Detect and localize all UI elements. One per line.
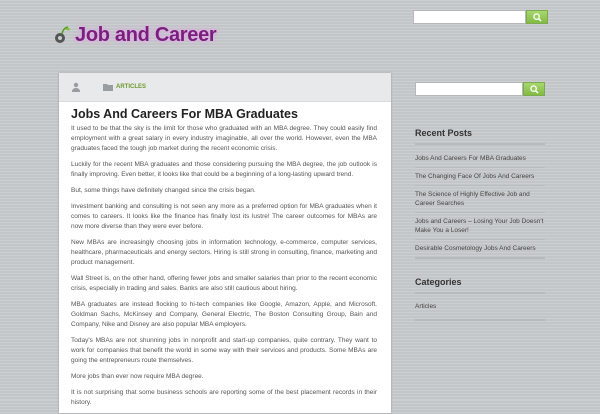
search-icon <box>530 85 539 94</box>
post-paragraph: It used to be that the sky is the limit for those who graduated with an MBA degree. They could easily find employment with a great salary in every industry imaginable, all over the world. However, even the MBA graduates faced the tough job market during the recent economic crisis. <box>71 125 377 152</box>
post-paragraph: Today's MBAs are not shunning jobs in nonprofit and start-up companies, quite contrary. They want to work for companies that benefit the world in some way with their services and products. Some MBAs are going the entrepreneurs route themselves. <box>71 337 377 364</box>
category-link[interactable]: Articles <box>415 303 437 310</box>
header-search <box>413 10 548 24</box>
header-search-input[interactable] <box>413 10 526 24</box>
site-title: Job and Career <box>75 23 217 46</box>
categories-list <box>415 298 545 315</box>
recent-post-link[interactable]: The Changing Face Of Jobs And Careers <box>415 168 545 186</box>
site-logo[interactable] <box>53 22 216 48</box>
recent-post-link[interactable]: Desirable Cosmetology Jobs And Careers <box>415 245 536 252</box>
post-article <box>59 73 391 413</box>
author-icon <box>71 82 81 92</box>
header-search-button[interactable] <box>526 10 548 24</box>
divider <box>415 257 545 259</box>
recent-post-link[interactable]: Jobs And Careers For MBA Graduates <box>415 150 545 168</box>
search-icon <box>533 13 542 22</box>
recent-post-link[interactable]: The Science of Highly Effective Job and Career Searches <box>415 186 545 213</box>
post-meta-bar <box>59 73 391 102</box>
categories-heading: Categories <box>415 277 462 287</box>
post-paragraph: It is not surprising that some business schools are reporting some of the best placement records in their history. <box>71 389 377 406</box>
sidebar-search <box>415 82 545 96</box>
post-paragraph: Luckily for the recent MBA graduates and those considering pursuing the MBA degree, the job outlook is finally improving. Even better, it looks like that could be a beginning of a long-lasting upward trend. <box>71 161 377 178</box>
post-paragraph: MBA graduates are instead flocking to hi-tech companies like Google, Amazon, Apple, and Microsoft. Goldman Sachs, McKinsey and Company, General Electric, The Boston Consulting Group, Bain and Company, Nike and Disney are also popular MBA employers. <box>71 301 377 328</box>
post-title[interactable]: Jobs And Careers For MBA Graduates <box>71 107 298 121</box>
sidebar-search-button[interactable] <box>523 82 545 96</box>
post-content <box>71 124 377 414</box>
post-paragraph: More jobs than ever now require MBA degree. <box>71 373 204 380</box>
logo-sprout-icon <box>53 25 71 45</box>
post-paragraph: Wall Street is, on the other hand, offering fewer jobs and smaller salaries than prior to the recent economic crisis, especially in trading and sales. Banks are also still cautious about hiring. <box>71 275 377 292</box>
post-paragraph: New MBAs are increasingly choosing jobs in information technology, e-commerce, computer services, healthcare, pharmaceuticals and energy sectors. Hiring is still strong in consulting, finance, marketing and product management. <box>71 239 377 266</box>
recent-posts-list <box>415 150 545 257</box>
sidebar-search-input[interactable] <box>415 82 523 96</box>
post-paragraph: Investment banking and consulting is not seen any more as a preferred option for MBA graduates when it comes to careers. It looks like the finance has finally lost its lustre! The career outcomes for MBAs are now more diverse than they were ever before. <box>71 203 377 230</box>
post-paragraph: But, some things have definitely changed since the crisis began. <box>71 187 256 194</box>
post-category-link[interactable]: ARTICLES <box>116 84 146 90</box>
divider <box>415 143 545 145</box>
recent-posts-heading: Recent Posts <box>415 128 473 138</box>
divider <box>415 319 545 321</box>
recent-post-link[interactable]: Jobs and Careers – Losing Your Job Doesn't Make You a Loser! <box>415 213 545 240</box>
divider <box>415 292 545 294</box>
folder-icon <box>103 82 113 92</box>
